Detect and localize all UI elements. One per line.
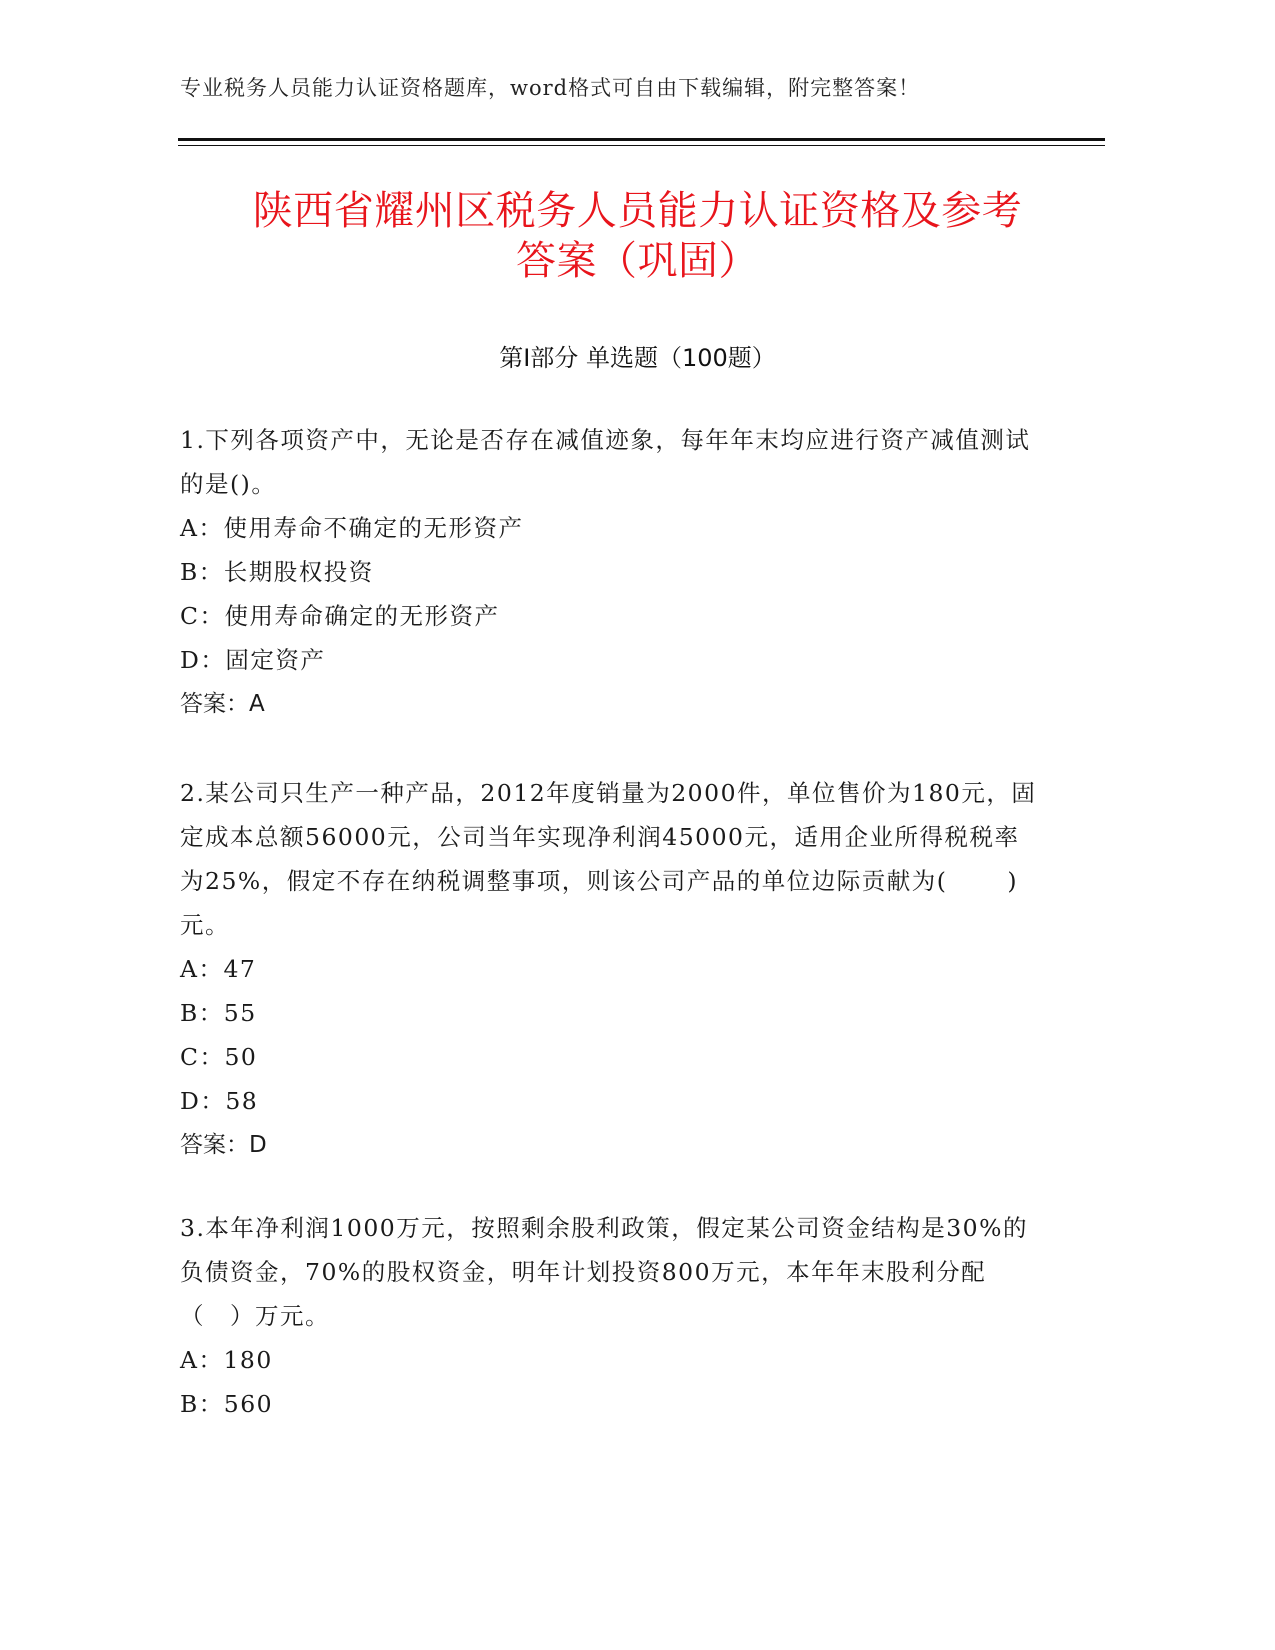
question-2-option-a: A：47 xyxy=(180,955,257,983)
question-2-answer: 答案：D xyxy=(180,1132,267,1158)
question-2-stem-text: 2.某公司只生产一种产品，2012年度销量为2000件，单位售价为180元，固定成本总额56000元，公司当年实现净利润45000元，适用企业所得税税率为25%，假定不存在纳税调整事项，则该公司产品的单位边际贡献为( xyxy=(180,779,1037,895)
document-title xyxy=(150,186,1125,286)
question-2-option-d: D：58 xyxy=(180,1087,259,1115)
header-divider-thick xyxy=(178,138,1105,141)
document-title-line-2: 答案（巩固） xyxy=(516,238,759,284)
question-3-option-b: B：560 xyxy=(180,1390,274,1418)
header-divider-thin xyxy=(178,145,1105,146)
question-1-option-d: D：固定资产 xyxy=(180,646,326,674)
question-1-option-b: B：长期股权投资 xyxy=(180,558,374,586)
section-title: 第Ⅰ部分 单选题（100题） xyxy=(499,344,776,372)
question-1-option-c: C：使用寿命确定的无形资产 xyxy=(180,602,500,630)
document-title-line-1: 陕西省耀州区税务人员能力认证资格及参考 xyxy=(252,188,1023,234)
question-2 xyxy=(180,771,1040,1167)
question-3-stem: 3.本年净利润1000万元，按照剩余股利政策，假定某公司资金结构是30%的负债资金，70%的股权资金，明年计划投资800万元，本年年末股利分配（ ）万元。 xyxy=(180,1214,1028,1330)
question-1-stem: 1.下列各项资产中，无论是否存在减值迹象，每年年末均应进行资产减值测试的是()。 xyxy=(180,426,1031,498)
question-1 xyxy=(180,418,1040,726)
question-2-stem xyxy=(180,771,1040,947)
question-1-option-a: A：使用寿命不确定的无形资产 xyxy=(180,514,524,542)
question-3 xyxy=(180,1206,1040,1426)
question-2-option-b: B：55 xyxy=(180,999,257,1027)
header-note: 专业税务人员能力认证资格题库，word格式可自由下载编辑，附完整答案！ xyxy=(180,76,921,100)
question-1-answer: 答案：A xyxy=(180,691,265,717)
question-3-option-a: A：180 xyxy=(180,1346,273,1374)
question-2-stem-end: )元。 xyxy=(180,867,1019,939)
question-2-option-c: C：50 xyxy=(180,1043,258,1071)
